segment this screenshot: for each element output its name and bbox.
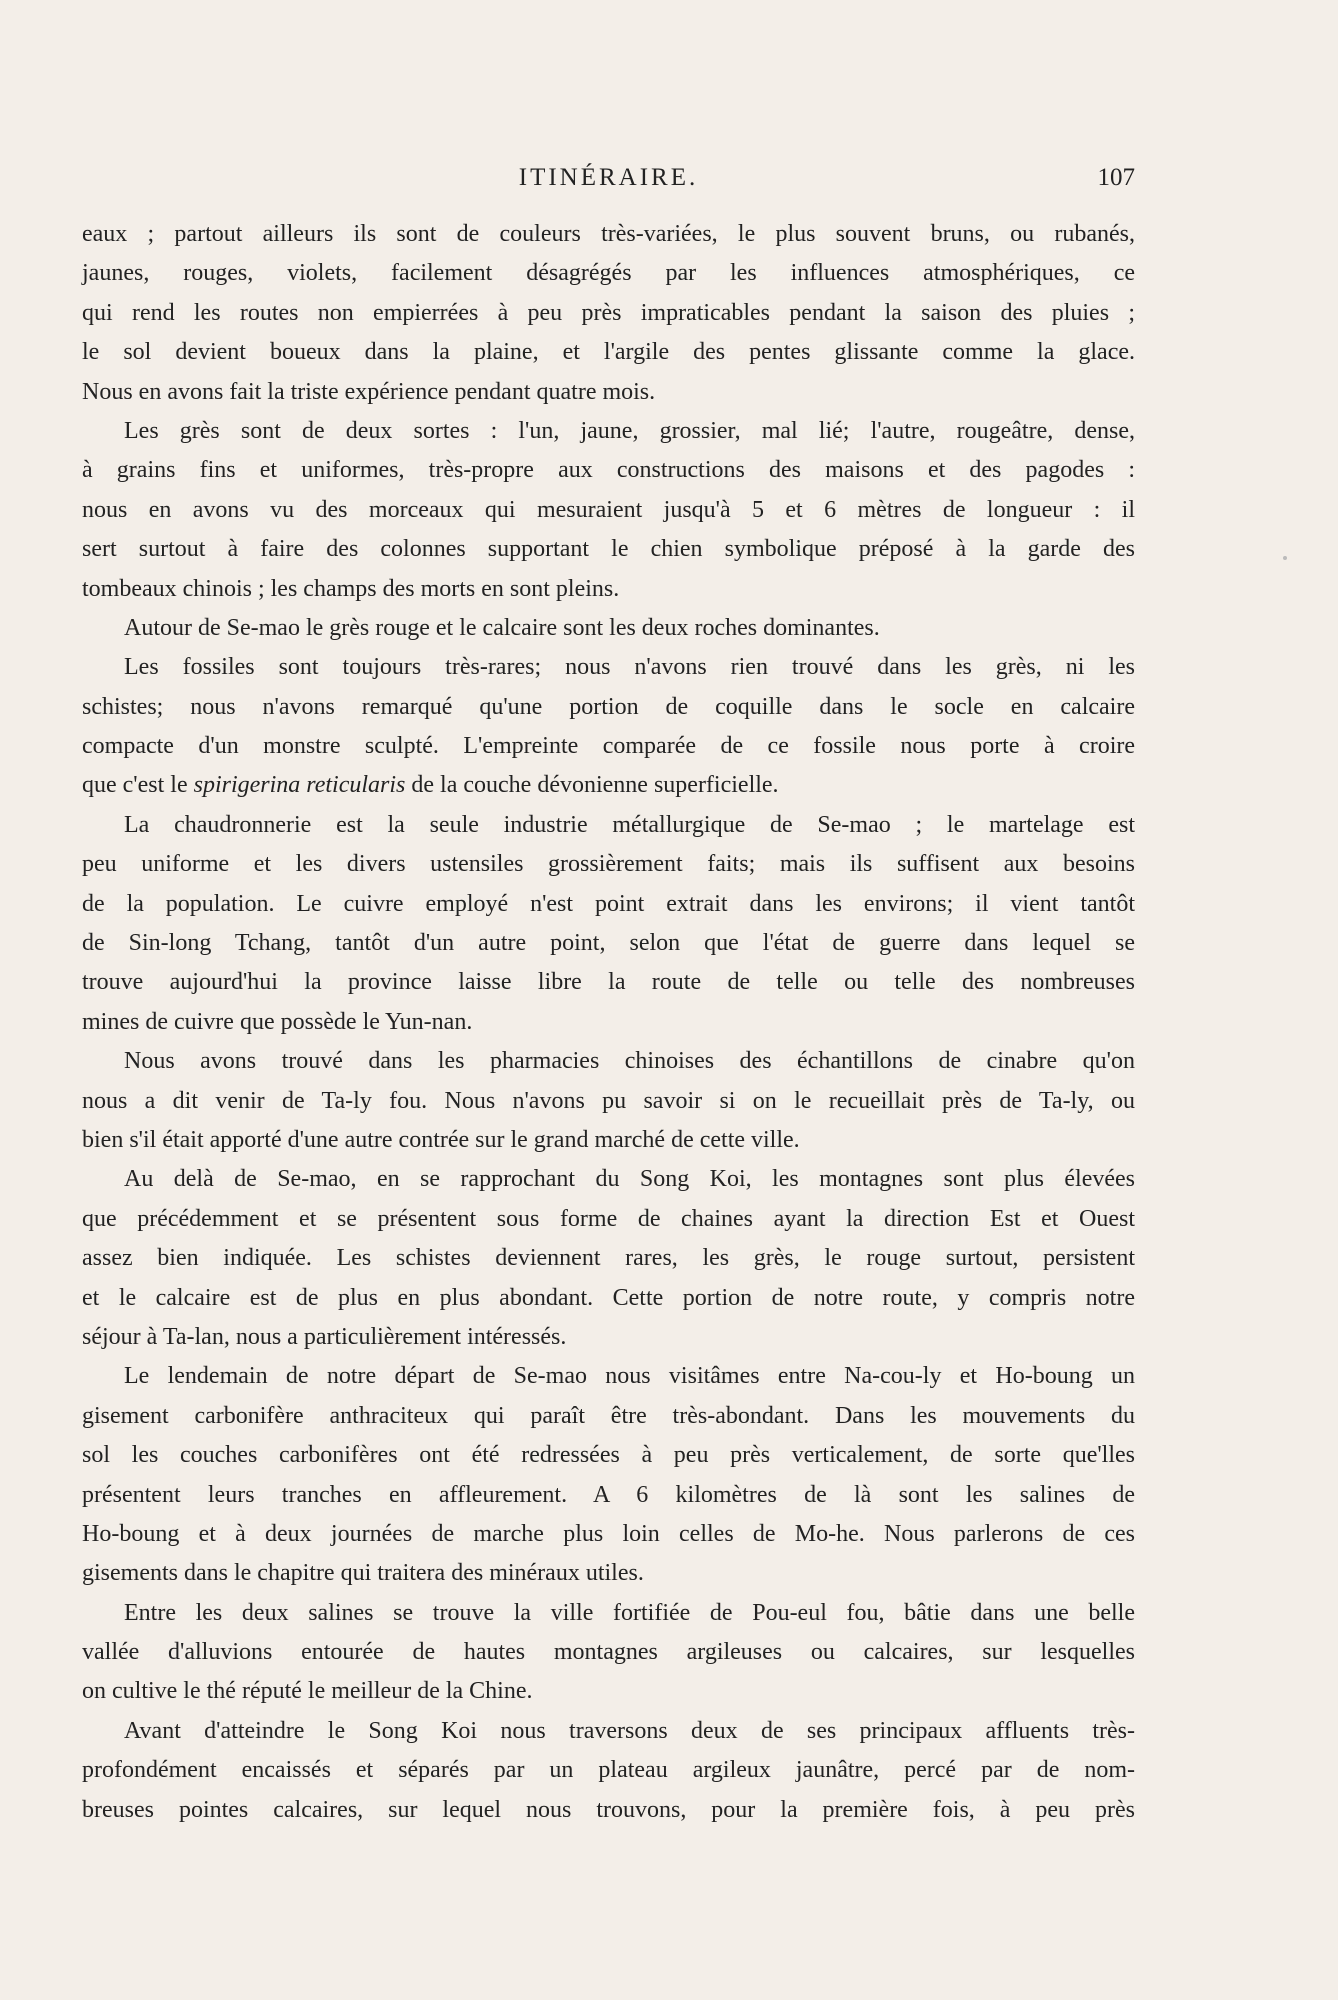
text-line: peu uniforme et les divers ustensiles grossièrement faits; mais ils suffisent aux besoins	[82, 851, 1135, 878]
text-line: breuses pointes calcaires, sur lequel nous trouvons, pour la première fois, à peu près	[82, 1796, 1135, 1823]
text-line: de Sin-long Tchang, tantôt d'un autre point, selon que l'état de guerre dans lequel se	[82, 930, 1135, 957]
paragraph	[82, 1160, 1135, 1357]
text-line: Entre les deux salines se trouve la ville fortifiée de Pou-eul fou, bâtie dans une belle	[124, 1599, 1135, 1626]
text-line: on cultive le thé réputé le meilleur de la Chine.	[82, 1678, 533, 1705]
text-line: mines de cuivre que possède le Yun-nan.	[82, 1008, 473, 1035]
text-line: La chaudronnerie est la seule industrie métallurgique de Se-mao ; le martelage est	[124, 811, 1135, 838]
paragraph	[82, 1712, 1135, 1830]
text-line: eaux ; partout ailleurs ils sont de couleurs très-variées, le plus souvent bruns, ou rubanés,	[82, 221, 1135, 247]
text-line: Nous en avons fait la triste expérience pendant quatre mois.	[82, 378, 656, 405]
page-header	[82, 160, 1135, 200]
text-line: nous en avons vu des morceaux qui mesuraient jusqu'à 5 et 6 mètres de longueur : il	[82, 496, 1135, 523]
paragraph	[82, 215, 1135, 412]
text-line: trouve aujourd'hui la province laisse libre la route de telle ou telle des nombreuses	[82, 969, 1135, 996]
paragraph	[82, 648, 1135, 806]
text-line: Le lendemain de notre départ de Se-mao nous visitâmes entre Na-cou-ly et Ho-boung un	[124, 1363, 1135, 1390]
text-line: vallée d'alluvions entourée de hautes montagnes argileuses ou calcaires, sur lesquelles	[82, 1639, 1135, 1666]
page-number: 107	[1097, 164, 1135, 191]
text-line	[82, 766, 1135, 805]
text-line: à grains fins et uniformes, très-propre aux constructions des maisons et des pagodes :	[82, 457, 1135, 484]
text-line: sert surtout à faire des colonnes supportant le chien symbolique préposé à la garde des	[82, 536, 1135, 563]
text-line: sol les couches carbonifères ont été redressées à peu près verticalement, de sorte que'lles	[82, 1442, 1135, 1469]
text-line: gisements dans le chapitre qui traitera des minéraux utiles.	[82, 1560, 644, 1587]
text-line: jaunes, rouges, violets, facilement désagrégés par les influences atmosphériques, ce	[82, 260, 1135, 287]
text-line: nous a dit venir de Ta-ly fou. Nous n'avons pu savoir si on le recueillait près de Ta-ly, ou	[82, 1087, 1135, 1114]
text-line: Au delà de Se-mao, en se rapprochant du Song Koi, les montagnes sont plus élevées	[124, 1166, 1135, 1193]
text-line: le sol devient boueux dans la plaine, et l'argile des pentes glissante comme la glace.	[82, 339, 1135, 366]
text-line: Autour de Se-mao le grès rouge et le calcaire sont les deux roches dominantes.	[124, 614, 880, 641]
italic-species-name: spirigerina reticularis	[193, 772, 406, 799]
text-line: qui rend les routes non empierrées à peu près impraticables pendant la saison des pluies ;	[82, 299, 1135, 326]
text-line: Les grès sont de deux sortes : l'un, jaune, grossier, mal lié; l'autre, rougeâtre, dense,	[124, 417, 1135, 444]
body-text	[82, 215, 1135, 1830]
text-line: assez bien indiquée. Les schistes deviennent rares, les grès, le rouge surtout, persistent	[82, 1245, 1135, 1272]
paragraph	[82, 609, 1135, 648]
text-line: séjour à Ta-lan, nous a particulièrement intéressés.	[82, 1323, 567, 1350]
text-line: Ho-boung et à deux journées de marche plus loin celles de Mo-he. Nous parlerons de ces	[82, 1520, 1135, 1547]
text-line: tombeaux chinois ; les champs des morts en sont pleins.	[82, 575, 620, 602]
text-line: gisement carbonifère anthraciteux qui paraît être très-abondant. Dans les mouvements du	[82, 1402, 1135, 1429]
text-segment: que c'est le	[82, 772, 194, 799]
text-line: compacte d'un monstre sculpté. L'empreinte comparée de ce fossile nous porte à croire	[82, 733, 1135, 760]
text-line: Avant d'atteindre le Song Koi nous traversons deux de ses principaux affluents très-	[124, 1717, 1135, 1744]
text-line: de la population. Le cuivre employé n'est point extrait dans les environs; il vient tantôt	[82, 890, 1135, 917]
paragraph	[82, 1042, 1135, 1160]
text-line: bien s'il était apporté d'une autre contrée sur le grand marché de cette ville.	[82, 1126, 800, 1153]
paragraph	[82, 412, 1135, 609]
paragraph	[82, 806, 1135, 1042]
text-line: présentent leurs tranches en affleurement. A 6 kilomètres de là sont les salines de	[82, 1481, 1135, 1508]
text-line: et le calcaire est de plus en plus abondant. Cette portion de notre route, y compris notre	[82, 1284, 1135, 1311]
running-title: ITINÉRAIRE.	[518, 164, 699, 191]
paragraph	[82, 1594, 1135, 1712]
text-line: profondément encaissés et séparés par un plateau argileux jaunâtre, percé par de nom-	[82, 1757, 1135, 1784]
text-segment: de la couche dévonienne superficielle.	[405, 772, 779, 799]
paragraph	[82, 1357, 1135, 1593]
text-line: schistes; nous n'avons remarqué qu'une portion de coquille dans le socle en calcaire	[82, 693, 1135, 720]
text-line: que précédemment et se présentent sous forme de chaines ayant la direction Est et Ouest	[82, 1205, 1135, 1232]
paper-speck	[1283, 556, 1287, 560]
text-line: Les fossiles sont toujours très-rares; nous n'avons rien trouvé dans les grès, ni les	[124, 654, 1135, 681]
text-line: Nous avons trouvé dans les pharmacies chinoises des échantillons de cinabre qu'on	[124, 1048, 1135, 1075]
